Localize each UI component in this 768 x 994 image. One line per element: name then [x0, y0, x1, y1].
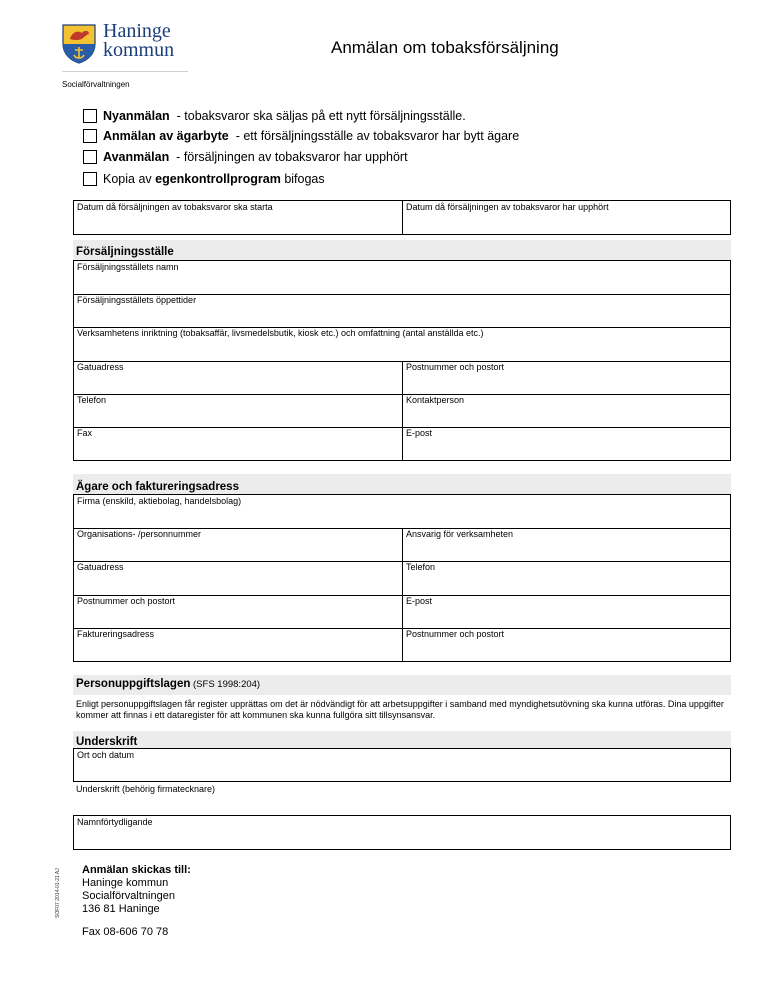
page-title: Anmälan om tobaksförsäljning [331, 38, 559, 57]
owner-fields [73, 494, 731, 662]
checkbox-deregister[interactable] [83, 150, 97, 164]
owner-org-nr-label: Organisations- /personnummer [77, 529, 202, 539]
checkbox-self-control[interactable] [83, 172, 97, 186]
section-title-signature: Underskrift [76, 736, 138, 748]
sales-point-fax-label: Fax [77, 428, 93, 438]
logo-line-2: kommun [103, 39, 175, 61]
sales-point-fields [73, 260, 731, 461]
pul-reference: (SFS 1998:204) [190, 679, 261, 690]
send-to-line-2: Socialförvaltningen [82, 890, 175, 902]
checkbox-owner-change-label: Anmälan av ägarbyte [103, 129, 229, 143]
name-clarification-field[interactable] [73, 815, 731, 850]
section-title-owner: Ägare och faktureringsadress [76, 481, 239, 493]
checkbox-new[interactable] [83, 109, 97, 123]
start-date-label: Datum då försäljningen av tobaksvaror ska starta [77, 202, 273, 212]
owner-billing-postal-label: Postnummer och postort [406, 629, 505, 639]
checkbox-row-new[interactable] [83, 109, 466, 123]
owner-responsible-label: Ansvarig för verksamheten [406, 529, 514, 539]
end-date-label: Datum då försäljningen av tobaksvaror har upphört [406, 202, 609, 212]
checkbox-new-desc: - tobaksvaror ska säljas på ett nytt försäljningsställe. [169, 109, 466, 123]
checkbox-self-control-label: egenkontrollprogram [155, 172, 281, 186]
checkbox-new-label: Nyanmälan [103, 109, 170, 123]
checkbox-owner-change-desc: - ett försäljningsställe av tobaksvaror har bytt ägare [228, 129, 520, 143]
owner-email-label: E-post [406, 596, 433, 606]
send-to-line-1: Haninge kommun [82, 877, 169, 889]
sales-point-street-label: Gatuadress [77, 362, 124, 372]
checkbox-self-control-desc: bifogas [280, 172, 325, 186]
checkbox-row-deregister[interactable] [83, 150, 408, 164]
sales-point-contact-label: Kontaktperson [406, 395, 465, 405]
owner-street-label: Gatuadress [77, 562, 124, 572]
dates-field-group [73, 200, 731, 235]
sales-point-phone-label: Telefon [77, 395, 107, 405]
sales-point-email-label: E-post [406, 428, 433, 438]
section-title-pul [76, 678, 260, 690]
sales-point-hours-label: Försäljningsställets öppettider [77, 295, 197, 305]
logo-wordmark [103, 22, 174, 60]
send-to-title: Anmälan skickas till: [82, 864, 191, 876]
municipality-logo [62, 22, 192, 66]
owner-phone-label: Telefon [406, 562, 436, 572]
coat-of-arms-icon [62, 24, 96, 64]
sales-point-name-label: Försäljningsställets namn [77, 262, 179, 272]
owner-postal-label: Postnummer och postort [77, 596, 176, 606]
checkbox-deregister-desc: - försäljningen av tobaksvaror har upphört [169, 150, 408, 164]
field-divider [402, 528, 403, 661]
department-name: Socialförvaltningen [62, 80, 130, 89]
pul-title: Personuppgiftslagen [76, 678, 191, 690]
section-title-sales-point: Försäljningsställe [76, 246, 174, 258]
header-divider [62, 71, 188, 72]
checkbox-self-control-pre: Kopia av [103, 172, 156, 186]
field-divider [402, 361, 403, 460]
send-to-address [82, 864, 191, 916]
checkbox-deregister-label: Avanmälan [103, 150, 170, 164]
place-date-label: Ort och datum [77, 750, 135, 760]
owner-billing-label: Faktureringsadress [77, 629, 155, 639]
sales-point-orientation-label: Verksamhetens inriktning (tobaksaffär, livsmedelsbutik, kiosk etc.) och omfattning (antal anställda etc.) [77, 328, 484, 338]
section-band-signature [73, 731, 731, 749]
form-code: SOF07 2014-01-21 AJ [55, 868, 61, 918]
logo-line-1: Haninge [103, 20, 171, 42]
place-date-field[interactable] [73, 748, 731, 782]
field-divider [402, 201, 403, 234]
send-to-fax: Fax 08-606 70 78 [82, 926, 169, 938]
send-to-line-3: 136 81 Haninge [82, 903, 160, 915]
checkbox-owner-change[interactable] [83, 129, 97, 143]
sales-point-postal-label: Postnummer och postort [406, 362, 505, 372]
owner-company-label: Firma (enskild, aktiebolag, handelsbolag) [77, 496, 242, 506]
checkbox-row-owner-change[interactable] [83, 129, 519, 143]
name-clarification-label: Namnförtydligande [77, 817, 153, 827]
pul-body-text: Enligt personuppgiftslagen får register upprättas om det är nödvändigt för att arbetsuppgifter i samband med myndighetsutövning ska kunna utföras. Dina uppgifter kommer att finnas i ett dataregister för att kommunen ska kunna fullgöra sitt tillsynsansvar. [76, 699, 724, 720]
signature-label: Underskrift (behörig firmatecknare) [76, 784, 216, 794]
checkbox-row-self-control[interactable] [83, 172, 325, 186]
